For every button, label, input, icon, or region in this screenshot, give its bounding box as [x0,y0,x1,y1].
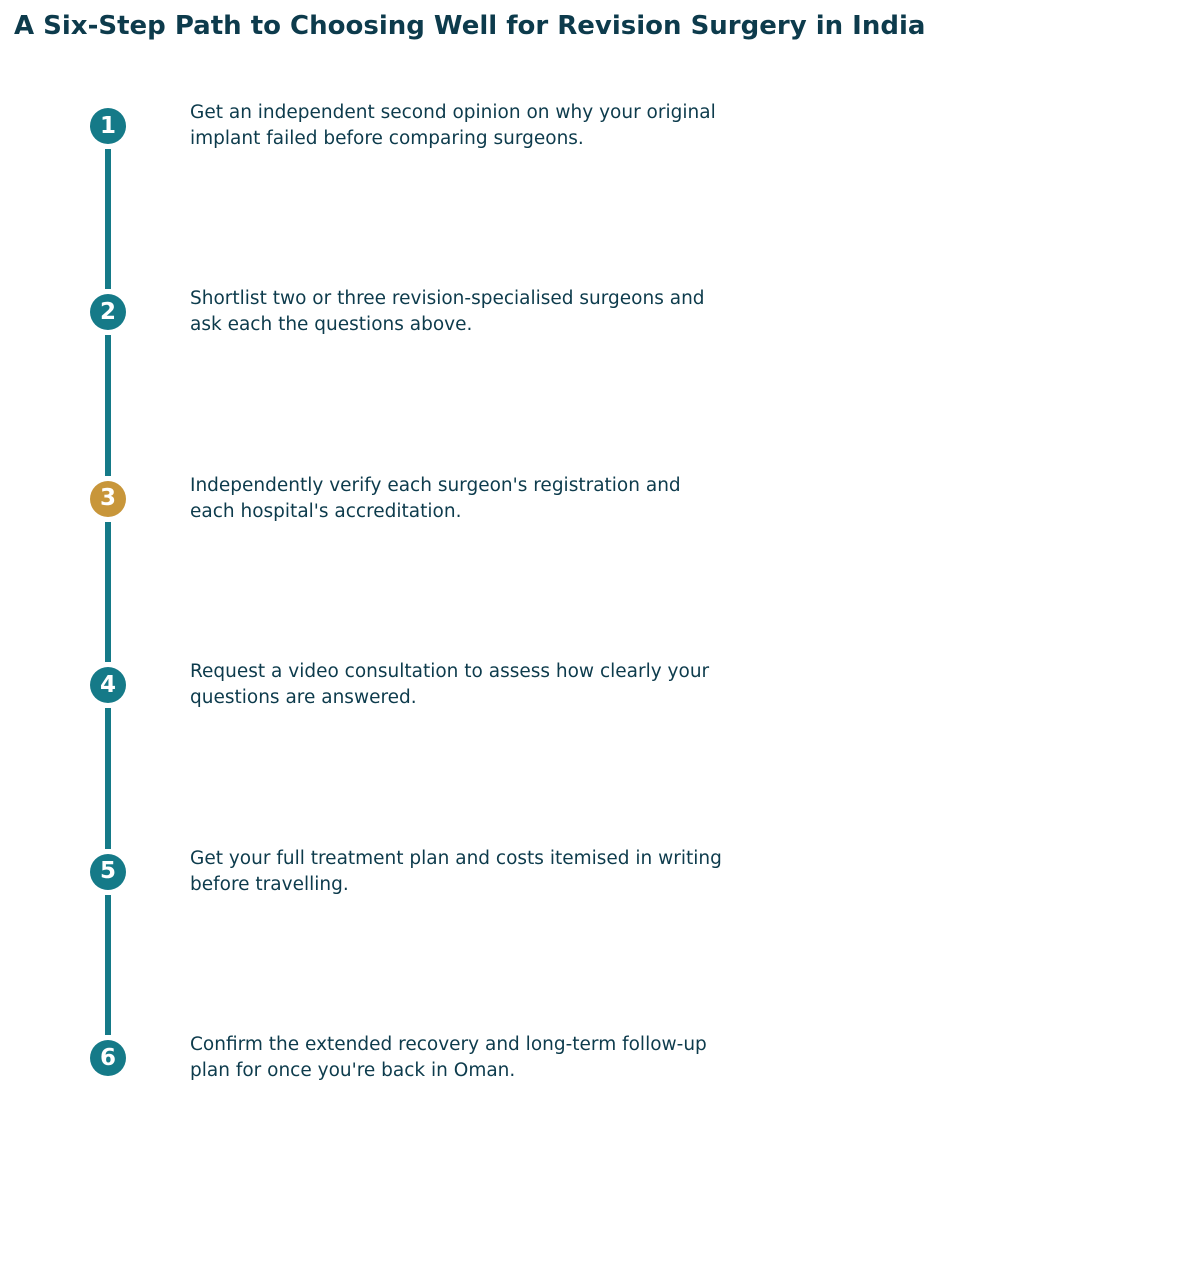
step-4-number: 4 [99,671,116,698]
step-3-marker [90,481,126,517]
step-1-text: Get an independent second opinion on why your original implant failed before comparing surgeons. [190,102,716,149]
step-connector-2-3 [105,335,111,475]
step-3-number: 3 [99,485,116,512]
step-connector-5-6 [105,895,111,1035]
step-6-marker [90,1040,126,1076]
step-connector-4-5 [105,708,111,848]
step-5-number: 5 [99,858,116,885]
step-3-text: Independently verify each surgeon's registration and each hospital's accreditation. [190,474,681,522]
step-6-text: Confirm the extended recovery and long-term follow-up plan for once you're back in Oman. [190,1034,707,1081]
step-1-marker [90,108,126,144]
step-5-text: Get your full treatment plan and costs itemised in writing before travelling. [190,847,722,895]
step-4-marker [90,667,126,703]
step-connector-3-4 [105,522,111,662]
step-1-number: 1 [99,112,116,139]
step-connector-1-2 [105,149,111,289]
step-2-text: Shortlist two or three revision-specialised surgeons and ask each the questions above. [190,288,705,336]
step-2-number: 2 [99,298,116,325]
step-4-text: Request a video consultation to assess how clearly your questions are answered. [190,661,710,709]
step-6-number: 6 [99,1044,116,1071]
page-title: A Six-Step Path to Choosing Well for Revision Surgery in India [14,11,926,41]
step-2-marker [90,294,126,330]
step-5-marker [90,854,126,890]
